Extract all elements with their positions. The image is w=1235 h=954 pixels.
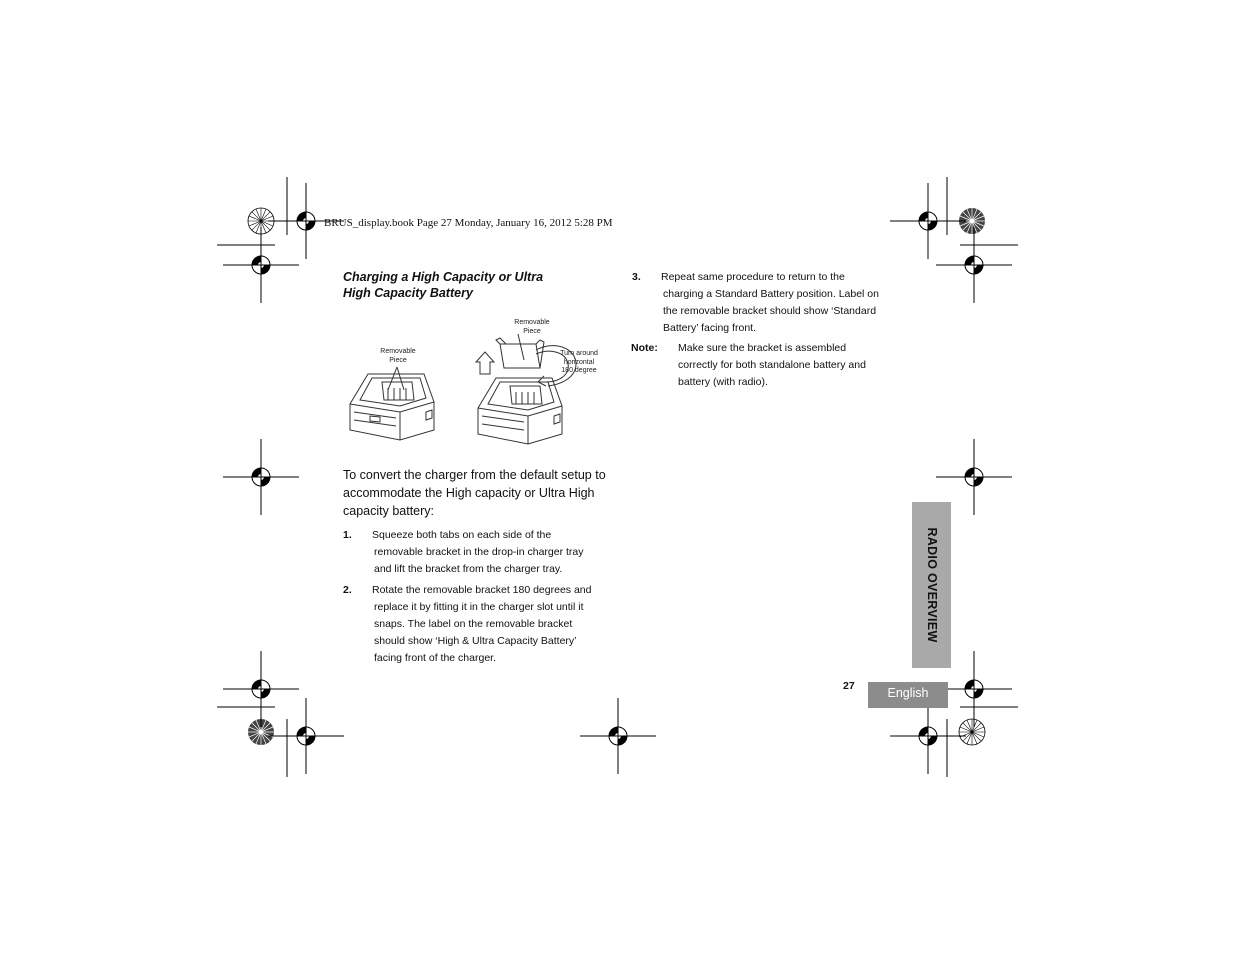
section-title-line1: Charging a High Capacity or Ultra [343, 270, 544, 284]
step-text: Repeat same procedure to return to the charging a Standard Battery position. Label on the removable bracket should show ‘Standard Battery’ facing front. [661, 271, 879, 334]
label-turn-around: Turn around horizontal 180 degree [560, 350, 598, 374]
step-3 [632, 269, 902, 339]
step-number: 2. [343, 584, 352, 596]
section-title-line2: High Capacity Battery [343, 285, 473, 300]
section-title [343, 270, 603, 301]
book-file-info: BRUS_display.book Page 27 Monday, January 16, 2012 5:28 PM [324, 217, 613, 229]
charger-illustration [340, 312, 610, 452]
step-text: Rotate the removable bracket 180 degrees and replace it by fitting it in the charger slot until it snaps. The label on the removable bracket should show ‘High & Ultra Capacity Battery’ facing front of the charger. [372, 584, 592, 664]
note-label: Note: [631, 342, 658, 354]
label-removable-piece-left: Removable Piece [380, 348, 416, 364]
chapter-side-tab-label: RADIO OVERVIEW [924, 527, 939, 643]
language-label: English [887, 686, 929, 700]
step-1 [343, 527, 613, 579]
note-block [631, 340, 901, 392]
label-removable-piece-top: Removable Piece [514, 319, 550, 335]
step-2 [343, 582, 613, 668]
step-number: 1. [343, 529, 352, 541]
page-number: 27 [843, 680, 855, 692]
charger-bracket-figure [340, 312, 610, 452]
step-number: 3. [632, 271, 641, 283]
chapter-side-tab [912, 502, 951, 668]
language-tab [868, 682, 948, 708]
note-text: Make sure the bracket is assembled correctly for both standalone battery and battery (with radio). [678, 342, 866, 388]
step-text: Squeeze both tabs on each side of the removable bracket in the drop-in charger tray and lift the bracket from the charger tray. [372, 529, 584, 575]
intro-paragraph: To convert the charger from the default setup to accommodate the High capacity or Ultra High capacity battery: [343, 468, 606, 518]
